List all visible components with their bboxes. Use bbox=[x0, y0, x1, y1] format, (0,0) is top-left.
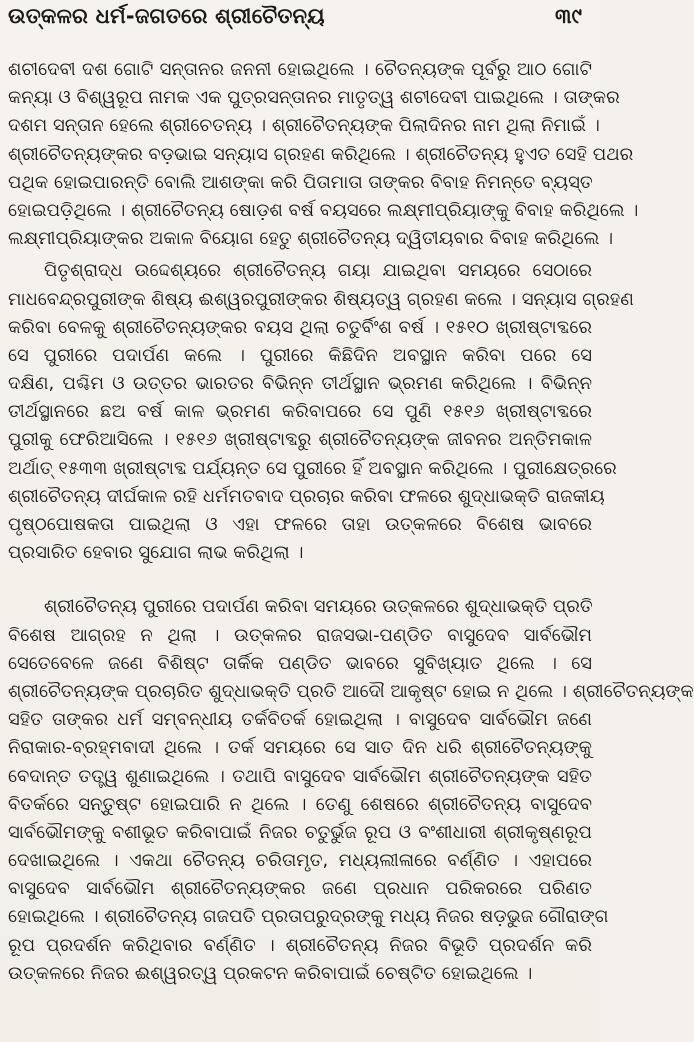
text-line: ଲକ୍ଷ୍ମୀପ୍ରିୟାଙ୍କର ଅକାଳ ବିୟୋଗ ହେତୁ ଶ୍ରୀଚୈତନ୍ୟ ଦ୍ୱିତୀୟବାର ବିବାହ କରିଥିଲେ । bbox=[8, 228, 614, 250]
page-number: ୩୯ bbox=[555, 4, 582, 28]
text-line: ଶ୍ରୀଚୈତନ୍ୟ ଦୀର୍ଘକାଳ ରହି ଧର୍ମମତବାଦ ପ୍ରଚାର କରିବା ଫଳରେ ଶୁଦ୍ଧାଭକ୍ତି ରାଜକୀୟ bbox=[8, 485, 605, 507]
text-line: ପୃଷ୍ଠପୋଷକତା ପାଇଥିଲା ଓ ଏହା ଫଳରେ ତାହା ଉତ୍କଳରେ ବିଶେଷ ଭାବରେ bbox=[8, 514, 592, 535]
page-header bbox=[8, 4, 592, 48]
text-line: ରୂପ ପ୍ରଦର୍ଶନ କରିଥିବାର ବର୍ଣ୍ଣିତ । ଶ୍ରୀଚୈତନ୍ୟ ନିଜର ବିଭୂତି ପ୍ରଦର୍ଶନ କରି bbox=[8, 934, 592, 956]
text-line: ବାସୁଦେବ ସାର୍ବଭୌମ ଶ୍ରୀଚୈତନ୍ୟଙ୍କର ଜଣେ ପ୍ରଧାନ ପରିକରରେ ପରିଣତ bbox=[8, 878, 592, 900]
text-line: ପିତୃଶ୍ରାଦ୍ଧ ଉଦ୍ଦେଶ୍ୟରେ ଶ୍ରୀଚୈତନ୍ୟ ଗୟା ଯାଇଥିବା ସମୟରେ ସେଠାରେ bbox=[44, 260, 592, 282]
text-line: ପ୍ରସାରିତ ହେବାର ସୁଯୋଗ ଲାଭ କରିଥିଲା । bbox=[8, 542, 304, 564]
paragraph-2 bbox=[8, 257, 634, 567]
text-line: ବିତର୍କରେ ସନ୍ତୁଷ୍ଟ ହୋଇପାରି ନ ଥିଲେ । ତେଣୁ ଶେଷରେ ଶ୍ରୀଚୈତନ୍ୟ ବାସୁଦେବ bbox=[8, 793, 592, 815]
text-line: ମାଧବେନ୍ଦ୍ରପୁରୀଙ୍କ ଶିଷ୍ୟ ଈଶ୍ୱରପୁରୀଙ୍କର ଶିଷ୍ୟତ୍ୱ ଗ୍ରହଣ କଲେ । ସନ୍ୟାସ ଗ୍ରହଣ bbox=[8, 288, 634, 310]
text-line: ହୋଇଥିଲେ । ଶ୍ରୀଚୈତନ୍ୟ ଗଜପତି ପ୍ରତାପରୁଦ୍ରଙ୍କୁ ମଧ୍ୟ ନିଜର ଷଡ଼ଭୁଜ ଗୌରାଙ୍ଗ bbox=[8, 906, 609, 928]
text-line: ଦଶମ ସନ୍ତାନ ହେଲେ ଶ୍ରୀଚେତନ୍ୟ । ଶ୍ରୀଚୈତନ୍ୟଙ୍କ ପିଲାଦିନର ନାମ ଥିଲା ନିମାଇଁ । bbox=[8, 115, 600, 137]
text-line: ସହିତ ତାଙ୍କର ଧର୍ମ ସମ୍ବନ୍ଧୀୟ ତର୍କବିତର୍କ ହୋଇଥିଲା । ବାସୁଦେବ ସାର୍ବଭୌମ ଜଣେ bbox=[8, 709, 592, 731]
text-line: ନିରାକାର-ବ୍ରହ୍ମବାଦୀ ଥିଲେ । ତର୍କ ସମୟରେ ସେ ସାତ ଦିନ ଧରି ଶ୍ରୀଚୈତନ୍ୟଙ୍କୁ bbox=[8, 737, 592, 759]
text-line: ପୁରୀକୁ ଫେରିଆସିଲେ । ୧୫୧୬ ଖ୍ରୀଷ୍ଟାବ୍ଦରୁ ଶ୍ରୀଚୈତନ୍ୟଙ୍କ ଜୀବନର ଅନ୍ତିମକାଳ bbox=[8, 429, 592, 451]
text-line: ଶ୍ରୀଚୈତନ୍ୟଙ୍କର ବଡ଼ଭାଇ ସନ୍ୟାସ ଗ୍ରହଣ କରିଥିଲେ । ଶ୍ରୀଚୈତନ୍ୟ ହୁଏତ ସେହି ପଥର bbox=[8, 143, 634, 165]
paragraph-1 bbox=[8, 56, 639, 253]
text-line: ବିଶେଷ ଆଗ୍ରହ ନ ଥିଲା । ଉତ୍କଳର ରାଜସଭା-ପଣ୍ଡିତ ବାସୁଦେବ ସାର୍ବଭୌମ bbox=[8, 624, 592, 646]
text-line: ପଥିକ ହୋଇପାରନ୍ତି ବୋଲି ଆଶଙ୍କା କରି ପିତାମାତା ତାଙ୍କର ବିବାହ ନିମନ୍ତେ ବ୍ୟସ୍ତ bbox=[8, 171, 593, 193]
text-line: ଉତ୍କଳରେ ନିଜର ଈଶ୍ୱରତ୍ୱ ପ୍ରକଟନ କରିବାପାଇଁ ଚେଷ୍ଟିତ ହୋଇଥିଲେ । bbox=[8, 962, 533, 984]
text-line: ବେଦାନ୍ତ ତତ୍ତ୍ୱ ଶୁଣାଇଥିଲେ । ତଥାପି ବାସୁଦେବ ସାର୍ବଭୌମ ଶ୍ରୀଚୈତନ୍ୟଙ୍କ ସହିତ bbox=[8, 765, 592, 787]
text-line: ଶଚୀଦେବୀ ଦଶ ଗୋଟି ସନ୍ତାନର ଜନନୀ ହୋଇଥିଲେ । ଚୈତନ୍ୟଙ୍କ ପୂର୍ବରୁ ଆଠ ଗୋଟି bbox=[8, 59, 592, 80]
text-line: କନ୍ୟା ଓ ବିଶ୍ୱରୂପ ନାମକ ଏକ ପୁତ୍ରସନ୍ତାନର ମାତୃତ୍ୱ ଶଚୀଦେବୀ ପାଇଥିଲେ । ତାଙ୍କର bbox=[8, 87, 620, 109]
text-line: ଶ୍ରୀଚୈତନ୍ୟ ପୁରୀରେ ପଦାର୍ପଣ କରିବା ସମୟରେ ଉତ୍କଳରେ ଶୁଦ୍ଧାଭକ୍ତି ପ୍ରତି bbox=[44, 596, 593, 618]
paragraph-3 bbox=[8, 593, 694, 988]
text-line: ଦକ୍ଷିଣ, ପଶ୍ଚିମ ଓ ଉତ୍ତର ଭାରତର ବିଭିନ୍ନ ତୀର୍ଥସ୍ଥାନ ଭ୍ରମଣ କରିଥିଲେ । ବିଭିନ୍ନ bbox=[8, 373, 592, 395]
text-line: ଶ୍ରୀଚୈତନ୍ୟଙ୍କ ପ୍ରଚାରିତ ଶୁଦ୍ଧାଭକ୍ତି ପ୍ରତି ଆଦୌ ଆକୃଷ୍ଟ ହୋଇ ନ ଥିଲେ । ଶ୍ରୀଚୈତନ୍ୟଙ୍କ bbox=[8, 680, 694, 702]
text-line: ଅର୍ଥାତ୍ ୧୫୩୩ ଖ୍ରୀଷ୍ଟାବ୍ଦ ପର୍ଯ୍ୟନ୍ତ ସେ ପୁରୀରେ ହିଁ ଅବସ୍ଥାନ କରିଥିଲେ । ପୁରୀକ୍ଷେତ୍ରରେ bbox=[8, 457, 617, 479]
text-line: ହୋଇପଡ଼ିଥିଲେ । ଶ୍ରୀଚୈତନ୍ୟ ଷୋଡ଼ଶ ବର୍ଷ ବୟସରେ ଲକ୍ଷ୍ମୀପ୍ରିୟାଙ୍କୁ ବିବାହ କରିଥିଲେ । bbox=[8, 199, 639, 221]
running-head-title: ଉତ୍କଳର ଧର୍ମ-ଜଗତରେ ଶ୍ରୀଚୈତନ୍ୟ bbox=[8, 4, 325, 28]
body-text bbox=[8, 56, 694, 988]
text-line: ତୀର୍ଥସ୍ଥାନରେ ଛଅ ବର୍ଷ କାଳ ଭ୍ରମଣ କରିବାପରେ ସେ ପୁଣି ୧୫୧୬ ଖ୍ରୀଷ୍ଟାବ୍ଦରେ bbox=[8, 401, 592, 423]
text-line: କରିବା ବେଳକୁ ଶ୍ରୀଚୈତନ୍ୟଙ୍କର ବୟସ ଥିଲା ଚତୁର୍ବିଂଶ ବର୍ଷ । ୧୫୧୦ ଖ୍ରୀଷ୍ଟାବ୍ଦରେ bbox=[8, 316, 592, 338]
text-line: ଦେଖାଇଥିଲେ । ଏକଥା ଚୈତନ୍ୟ ଚରିତାମୃତ, ମଧ୍ୟଲୀଳାରେ ବର୍ଣ୍ଣିତ । ଏହାପରେ bbox=[8, 850, 592, 872]
text-line: ସେ ପୁରୀରେ ପଦାର୍ପଣ କଲେ । ପୁରୀରେ କିଛିଦିନ ଅବସ୍ଥାନ କରିବା ପରେ ସେ bbox=[8, 344, 592, 366]
text-line: ସେତେବେଳେ ଜଣେ ବିଶିଷ୍ଟ ତାର୍କିକ ପଣ୍ଡିତ ଭାବରେ ସୁବିଖ୍ୟାତ ଥିଲେ । ସେ bbox=[8, 652, 592, 674]
text-line: ସାର୍ବଭୌମଙ୍କୁ ବଶୀଭୂତ କରିବାପାଇଁ ନିଜର ଚତୁର୍ଭୁଜ ରୂପ ଓ ବଂଶୀଧାରୀ ଶ୍ରୀକୃଷ୍ଣରୂପ bbox=[8, 821, 592, 843]
